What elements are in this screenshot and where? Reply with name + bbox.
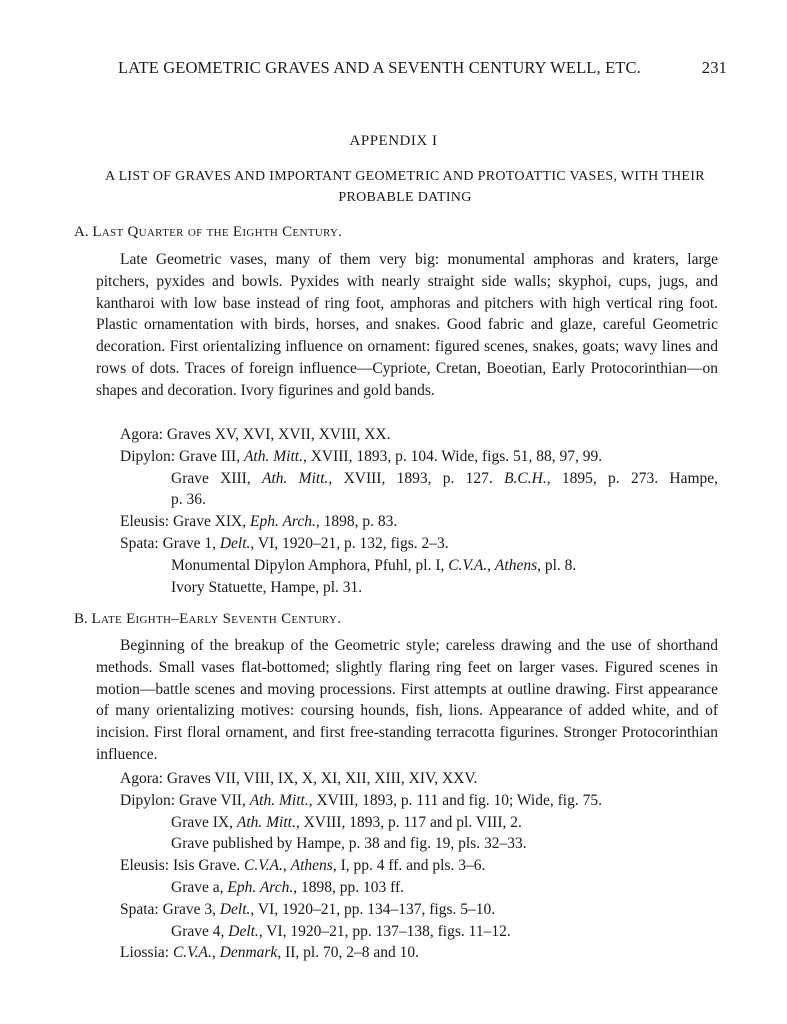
section-b-title: Late Eighth–Early Seventh Century. — [91, 611, 342, 627]
reference-text: , VI, 1920–21, pp. 134–137, figs. 5–10. — [250, 900, 496, 918]
reference-text: Grave IX, — [171, 813, 237, 831]
reference-title: Delt. — [228, 922, 259, 940]
reference-line — [96, 877, 718, 899]
reference-text: Grave XIII, — [171, 469, 262, 487]
reference-text: Grave a, — [171, 878, 228, 896]
reference-line — [96, 424, 718, 446]
reference-text: Agora: Graves VII, VIII, IX, X, XI, XII, XIII, XIV, XXV. — [120, 770, 478, 787]
reference-line — [96, 899, 718, 921]
reference-text: Ivory Statuette, Hampe, pl. 31. — [171, 578, 363, 596]
reference-line — [96, 855, 718, 877]
reference-line — [96, 812, 718, 834]
page-number: 231 — [701, 58, 727, 77]
reference-text: , XVIII, 1893, p. 127. — [328, 469, 505, 487]
reference-text: Dipylon: Grave VII, — [120, 791, 250, 809]
list-title-line-1: A LIST OF GRAVES AND IMPORTANT GEOMETRIC AND PROTOATTIC VASES, WITH THEIR — [105, 169, 705, 184]
section-a-heading — [74, 224, 342, 241]
reference-text: , II, pl. 70, 2–8 and 10. — [277, 944, 419, 962]
reference-title: Eph. Arch. — [250, 513, 316, 531]
reference-line — [96, 468, 718, 490]
reference-text: Liossia: — [120, 944, 173, 962]
reference-line — [96, 790, 718, 812]
reference-title: Denmark — [219, 944, 278, 962]
reference-text: Grave 4, — [171, 922, 229, 940]
reference-text: , pl. 8. — [537, 556, 577, 574]
reference-line — [96, 942, 718, 964]
section-a-paragraph: Late Geometric vases, many of them very big: monumental amphoras and kraters, large pitchers, pyxides and bowls. Pyxides with nearly straight side walls; skyphoi, cups, jugs, and kantharoi with low base instead of ring foot, amphoras and pitchers with high vertical ring foot. Plastic ornamentation with birds, horses, and snakes. Good fabric and glaze, careful Geometric decoration. First orientalizing influence on ornament: figured scenes, snakes, goats; wavy lines and rows of dots. Traces of foreign influence—Cypriote, Cretan, Boeotian, Early Protocorinthian—on shapes and decoration. Ivory figurines and gold bands. — [96, 251, 718, 399]
reference-line — [96, 577, 718, 599]
reference-text: p. 36. — [171, 491, 206, 509]
reference-title: Athens — [494, 556, 538, 574]
reference-text: , VI, 1920–21, pp. 137–138, figs. 11–12. — [258, 922, 511, 940]
reference-title: Delt. — [219, 900, 251, 918]
reference-title: Ath. Mitt. — [243, 447, 303, 465]
reference-text: Eleusis: Isis Grave. — [120, 857, 244, 875]
reference-title: Eph. Arch. — [227, 878, 294, 896]
reference-line — [96, 768, 718, 790]
list-title — [60, 166, 750, 208]
reference-title: Delt. — [219, 534, 251, 552]
reference-title: C.V.A. — [448, 556, 488, 574]
section-a-title: Last Quarter of the Eighth Century. — [92, 224, 343, 240]
reference-text: Agora: Graves XV, XVI, XVII, XVIII, XX. — [120, 426, 391, 443]
reference-text: , — [487, 556, 495, 574]
reference-title: B.C.H. — [504, 469, 547, 487]
running-header — [118, 58, 727, 78]
section-a-references — [96, 424, 718, 598]
section-b-paragraph: Beginning of the breakup of the Geometric style; careless drawing and the use of shorthand methods. Small vases flat-bottomed; slightly flaring ring feet on larger vases. Figured scenes in motion—battle scenes and moving processions. First attempts at outline drawing. First appearance of many orientalizing motives: coursing hounds, fish, lions. Appearance of added white, and of incision. First floral ornament, and first free-standing terracotta figurines. Stronger Protocorinthian influence. — [96, 637, 718, 763]
reference-title: Ath. Mitt. — [236, 813, 296, 831]
reference-title: C.V.A. — [172, 944, 212, 962]
section-b-heading — [74, 611, 341, 628]
reference-title: Athens — [290, 857, 333, 875]
reference-text: Eleusis: Grave XIX, — [120, 513, 250, 531]
reference-text: , 1895, p. 273. Hampe, — [546, 469, 719, 487]
section-b-references — [96, 768, 718, 964]
appendix-title: APPENDIX I — [349, 133, 438, 149]
reference-text: Spata: Grave 3, — [120, 900, 220, 918]
reference-text: Spata: Grave 1, — [120, 534, 220, 552]
reference-text: , VI, 1920–21, p. 132, figs. 2–3. — [250, 534, 449, 552]
reference-text: , 1898, p. 83. — [315, 513, 398, 531]
reference-title: Ath. Mitt. — [262, 469, 329, 487]
reference-title: Ath. Mitt. — [249, 791, 309, 809]
reference-text: , — [211, 944, 220, 962]
running-title: LATE GEOMETRIC GRAVES AND A SEVENTH CENTURY WELL, ETC. — [118, 58, 641, 77]
reference-line — [96, 921, 718, 943]
reference-text: , I, pp. 4 ff. and pls. 3–6. — [332, 857, 486, 875]
reference-line — [96, 489, 718, 511]
reference-line — [96, 833, 718, 855]
reference-line — [96, 446, 718, 468]
reference-line — [96, 533, 718, 555]
reference-text: , XVIII, 1893, p. 104. Wide, figs. 51, 88, 97, 99. — [302, 447, 603, 465]
reference-text: , 1898, pp. 103 ff. — [293, 878, 405, 896]
reference-text: , — [282, 857, 291, 875]
reference-text: , XVIII, 1893, p. 117 and pl. VIII, 2. — [295, 813, 522, 831]
reference-text: Dipylon: Grave III, — [120, 447, 244, 465]
reference-line — [96, 511, 718, 533]
list-title-line-2: PROBABLE DATING — [338, 190, 472, 205]
reference-text: , XVIII, 1893, p. 111 and fig. 10; Wide, fig. 75. — [308, 791, 602, 809]
section-a-letter: A. — [74, 224, 89, 240]
reference-title: C.V.A. — [243, 857, 283, 875]
section-b-letter: B. — [74, 611, 88, 627]
reference-line — [96, 555, 718, 577]
reference-text: Grave published by Hampe, p. 38 and fig. 19, pls. 32–33. — [171, 835, 527, 853]
reference-text: Monumental Dipylon Amphora, Pfuhl, pl. I, — [171, 556, 449, 574]
